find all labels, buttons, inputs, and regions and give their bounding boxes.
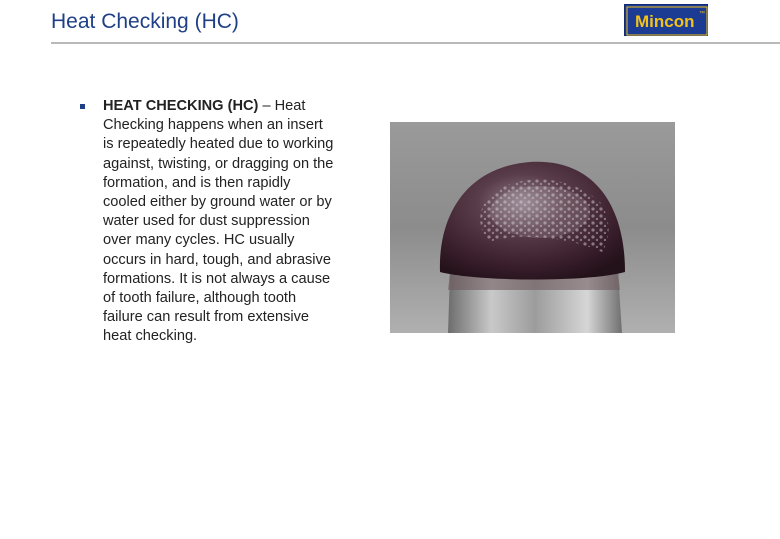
logo-wordmark: Mincon	[635, 12, 695, 31]
bullet-paragraph	[103, 97, 365, 347]
logo-trademark: ™	[699, 11, 705, 17]
mincon-logo	[624, 4, 708, 36]
insert-photo	[390, 122, 675, 333]
mincon-logo-mark	[625, 5, 709, 37]
bullet-square-icon	[80, 104, 85, 109]
bullet-body: – Heat Checking happens when an insert is repeatedly heated due to working against, twisting, or dragging on the formation, and is then rapidly cooled either by ground water or by water used for dust suppression over many cycles. HC usually occurs in hard, tough, and abrasive formations. It is not always a cause of tooth failure, although tooth failure can result from extensive heat checking.	[103, 98, 334, 345]
insert-photo-graphic	[390, 122, 675, 333]
page-title: Heat Checking (HC)	[51, 10, 239, 33]
bullet-term: HEAT CHECKING (HC)	[103, 98, 259, 114]
title-divider	[51, 42, 780, 44]
